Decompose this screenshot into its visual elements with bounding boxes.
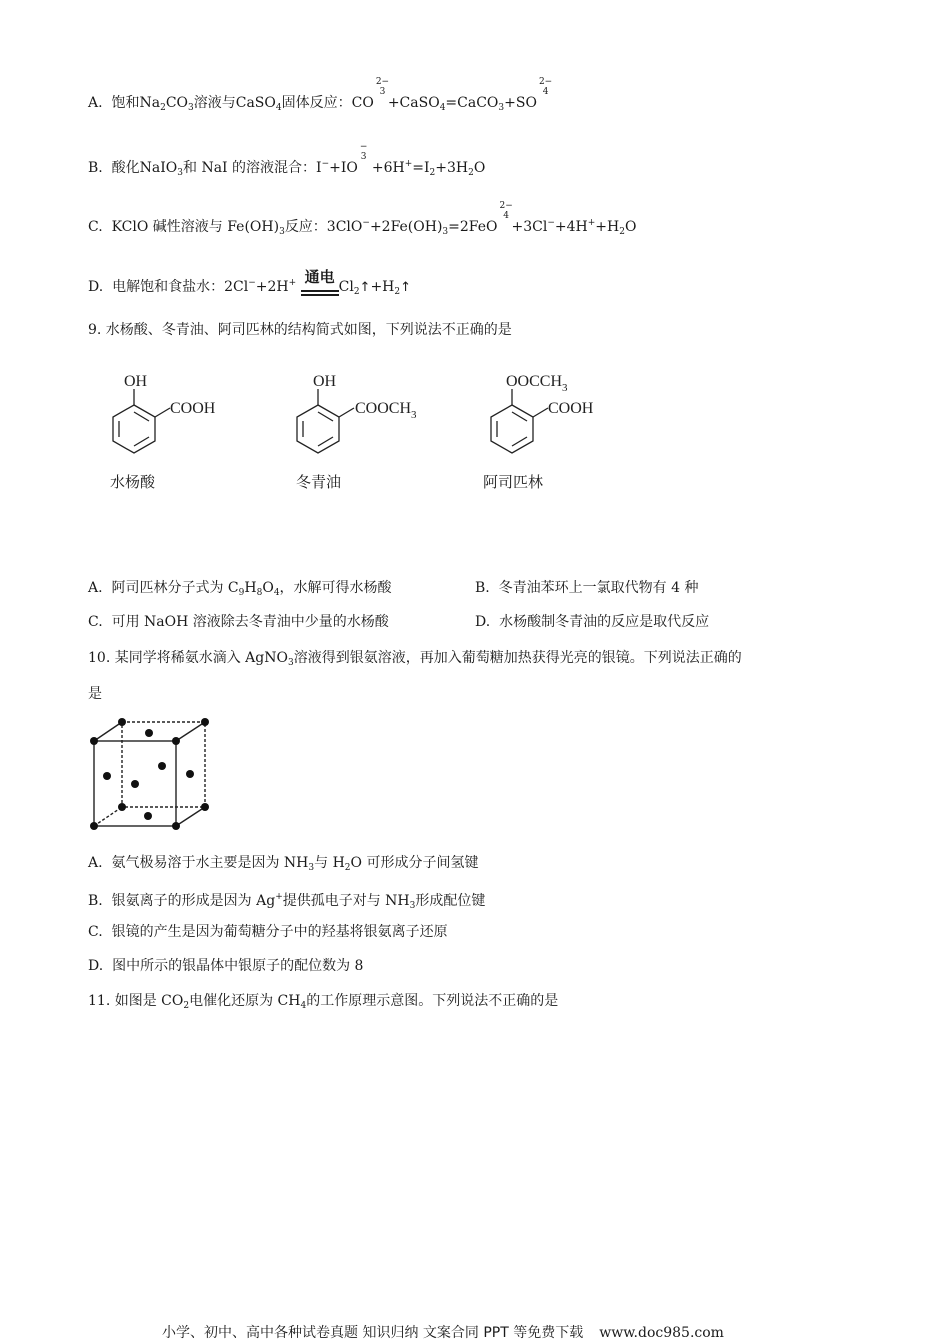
q10-option-c: C. 银镜的产生是因为葡萄糖分子中的羟基将银氨离子还原 <box>88 924 448 940</box>
aspirin-name: 阿司匹林 <box>483 473 544 491</box>
q10-option-a: A. 氨气极易溶于水主要是因为 $NH_3$与 $H_2O$ 可形成分子间氢键 <box>88 855 479 873</box>
salicylic-cooh: COOH <box>170 400 216 417</box>
q8-option-c: C. KClO 碱性溶液与 $Fe(OH)_3$反应：$3ClO^-+2Fe(OH)_3=2FeO$ 2− 4 $+3Cl^-+4H^++H_2O$ <box>88 201 637 237</box>
q8-option-b: B. 酸化NaIO$_3$和 NaI 的溶液混合：I−+IO − 3 $+6H^+=I_2+3H_2O$ <box>88 142 486 178</box>
q8-option-a: A. 饱和$Na_2CO_3$溶液与CaSO$_4$固体反应：CO 2− 3 +CaSO$_4$=CaCO$_3$+SO 2− 4 <box>88 77 553 113</box>
methyl-salicylate-structure <box>297 389 354 453</box>
q10-option-d: D. 图中所示的银晶体中银原子的配位数为 8 <box>88 958 364 974</box>
aspirin-acetoxy: $OOCCH_3$ <box>506 373 568 394</box>
footer-text: 小学、初中、高中各种试卷真题 知识归纳 文案合同 PPT 等免费下载 <box>162 1325 584 1341</box>
q10-stem-line2: 是 <box>88 686 102 702</box>
salicylic-acid-name: 水杨酸 <box>110 473 156 491</box>
silver-crystal-cell <box>85 712 220 834</box>
q10-option-b: B. 银氨离子的形成是因为 Ag+提供孤电子对与 $NH_3$形成配位键 <box>88 892 486 911</box>
q9-option-b: B. 冬青油苯环上一氯取代物有 4 种 <box>475 580 699 596</box>
electrolysis-condition: 通电 <box>301 277 339 297</box>
q8-option-d: D. 电解饱和食盐水：2Cl−+2H+ 通电 $Cl_2↑+H_2↑$ <box>88 268 412 297</box>
methyl-salicylate-ester: $COOCH_3$ <box>355 400 417 421</box>
salicylic-oh: OH <box>124 373 148 390</box>
q10-stem-line1: 10. 某同学将稀氨水滴入 AgNO$_3$溶液得到银氨溶液，再加入葡萄糖加热获得光亮的银镜。下列说法正确的 <box>88 650 742 668</box>
q9-option-d: D. 水杨酸制冬青油的反应是取代反应 <box>475 614 710 630</box>
methyl-salicylate-name: 冬青油 <box>296 473 342 491</box>
aspirin-cooh: COOH <box>548 400 594 417</box>
molecule-structures <box>100 365 620 475</box>
page-footer <box>162 1322 724 1342</box>
q11-stem: 11. 如图是 $CO_2$电催化还原为 $CH_4$的工作原理示意图。下列说法不正确的是 <box>88 993 559 1011</box>
methyl-salicylate-oh: OH <box>313 373 337 390</box>
q9-stem: 9. 水杨酸、冬青油、阿司匹林的结构简式如图，下列说法不正确的是 <box>88 322 512 338</box>
q9-option-c: C. 可用 NaOH 溶液除去冬青油中少量的水杨酸 <box>88 614 389 630</box>
salicylic-acid-structure <box>113 389 170 453</box>
q9-option-a: A. 阿司匹林分子式为 $C_9H_8O_4$，水解可得水杨酸 <box>88 580 392 598</box>
aspirin-structure <box>491 389 548 453</box>
footer-url[interactable]: www.doc985.com <box>599 1325 724 1341</box>
